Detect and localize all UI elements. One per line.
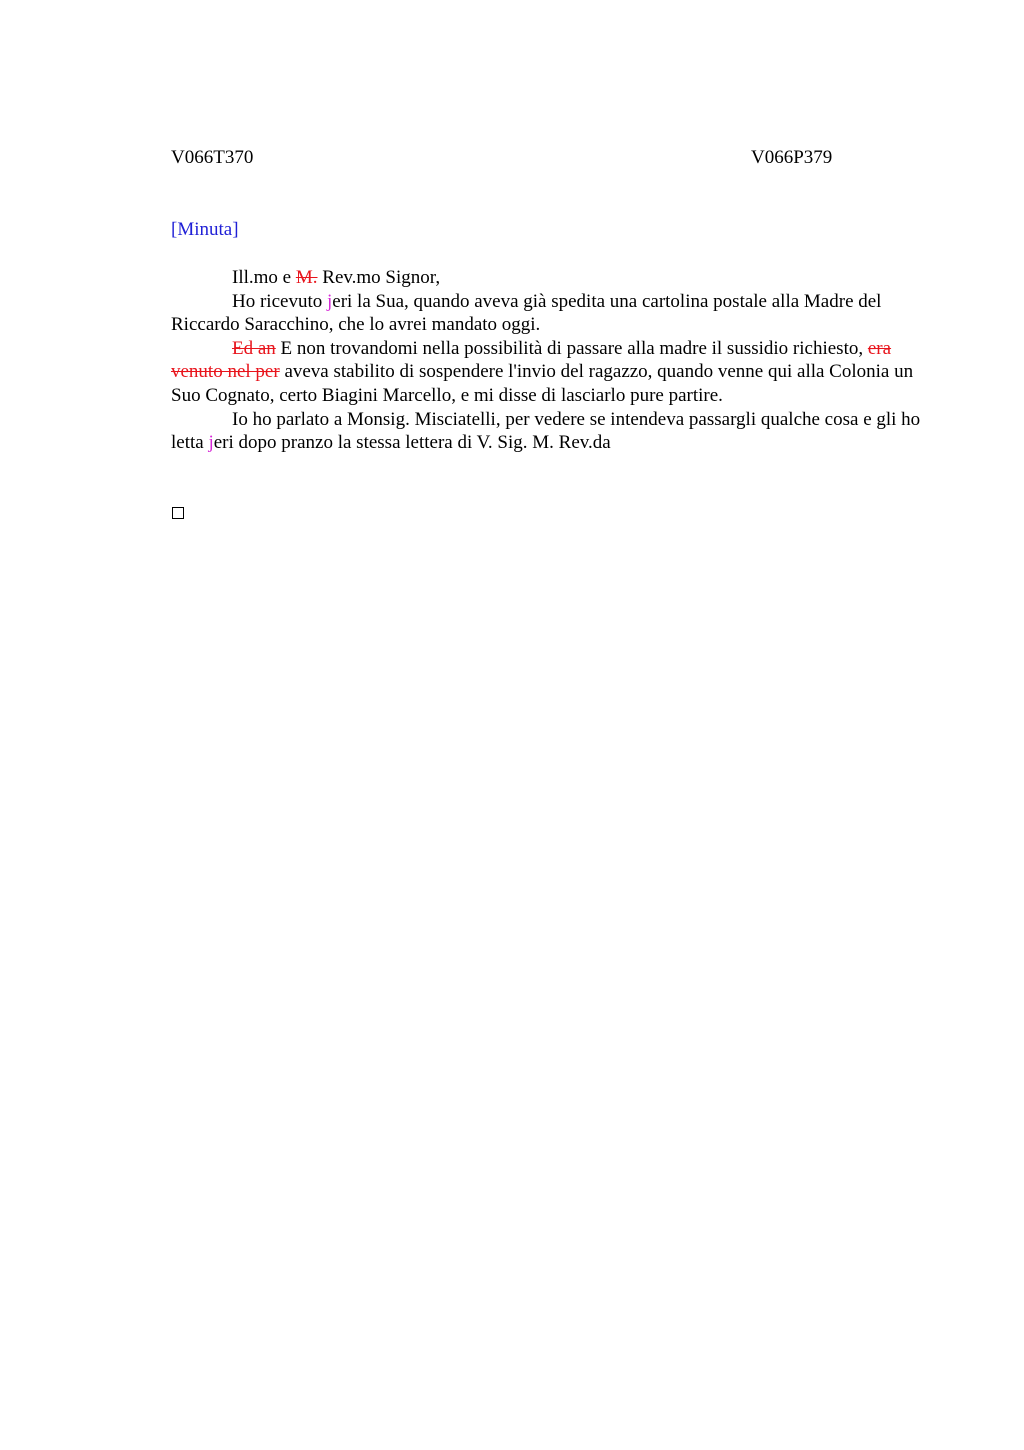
document-code-left: V066T370 bbox=[171, 147, 254, 168]
paragraph-1-text-start: Ho ricevuto bbox=[232, 290, 327, 312]
paragraph-2-deleted-text-2: era venuto nel per bbox=[171, 337, 892, 383]
salutation-text-before: Ill.mo e bbox=[232, 267, 296, 288]
paragraph-1-highlighted-letter: j bbox=[326, 290, 333, 312]
paragraph-2-text-start: E non trovandomi nella possibilità di passare alla madre il sussidio richiesto, bbox=[275, 337, 868, 359]
paragraph-1 bbox=[171, 290, 931, 337]
empty-square-icon bbox=[172, 507, 184, 519]
document-page bbox=[171, 0, 931, 1450]
paragraph-2-text-end: aveva stabilito di sospendere l'invio del ragazzo, quando venne qui alla Colonia un Suo Cognato, certo Biagini Marcello, e mi disse di lasciarlo pure partire. bbox=[171, 361, 914, 406]
letter-body bbox=[171, 266, 931, 455]
salutation-text-after: Rev.mo Signor, bbox=[317, 267, 441, 288]
salutation bbox=[171, 266, 931, 290]
minuta-note: [Minuta] bbox=[171, 219, 239, 240]
salutation-deleted-text: M. bbox=[295, 267, 318, 288]
paragraph-3 bbox=[171, 408, 931, 455]
paragraph-3-text-start: Io ho parlato a Monsig. Misciatelli, per vedere se intendeva passargli qualche cosa e gli ho letta bbox=[171, 408, 921, 454]
paragraph-1-text-end: eri la Sua, quando aveva già spedita una cartolina postale alla Madre del Riccardo Saracchino, che lo avrei mandato oggi. bbox=[171, 290, 882, 336]
paragraph-2-deleted-text-1: Ed an bbox=[232, 337, 276, 359]
paragraph-3-highlighted-letter: j bbox=[208, 432, 214, 454]
paragraph-3-text-end: eri dopo pranzo la stessa lettera di V. Sig. M. Rev.da bbox=[213, 432, 611, 454]
paragraph-2 bbox=[171, 337, 931, 408]
document-code-right: V066P379 bbox=[751, 147, 833, 168]
